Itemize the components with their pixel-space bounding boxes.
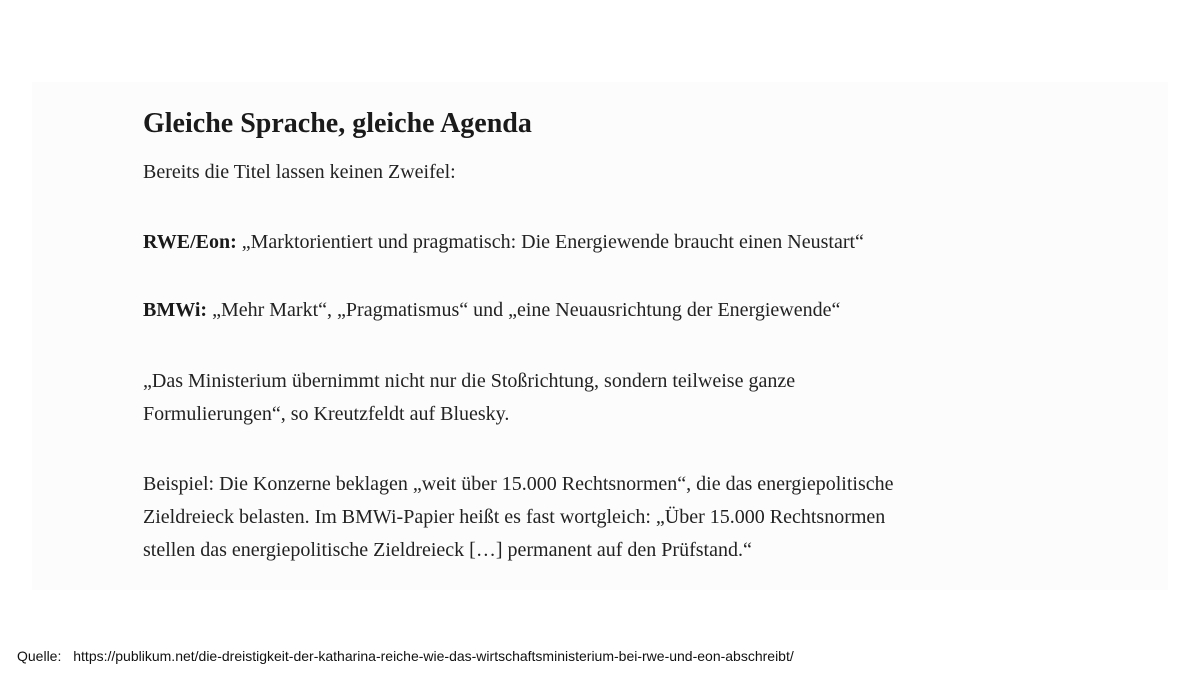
quote-rwe-eon xyxy=(143,226,864,259)
source-citation xyxy=(17,646,794,666)
source-url: https://publikum.net/die-dreistigkeit-der-katharina-reiche-wie-das-wirtschaftsministerium-bei-rwe-und-eon-abschreibt/ xyxy=(73,648,794,664)
paragraph-2-line: Beispiel: Die Konzerne beklagen „weit über 15.000 Rechtsnormen“, die das energiepolitische xyxy=(143,473,894,495)
quote-bmwi xyxy=(143,294,840,327)
quote-label: RWE/Eon: xyxy=(143,231,237,253)
paragraph-2-line: stellen das energiepolitische Zieldreieck […] permanent auf den Prüfstand.“ xyxy=(143,539,752,561)
quote-text: „Marktorientiert und pragmatisch: Die Energiewende braucht einen Neustart“ xyxy=(241,231,864,253)
quote-label: BMWi: xyxy=(143,299,208,321)
article-heading: Gleiche Sprache, gleiche Agenda xyxy=(143,108,532,139)
article-excerpt xyxy=(143,0,1143,675)
paragraph-1-line: Formulierungen“, so Kreutzfeldt auf Bluesky. xyxy=(143,403,510,425)
paragraph-1-line: „Das Ministerium übernimmt nicht nur die Stoßrichtung, sondern teilweise ganze xyxy=(143,370,796,392)
intro-text: Bereits die Titel lassen keinen Zweifel: xyxy=(143,161,456,183)
source-label: Quelle: xyxy=(17,648,62,664)
paragraph-2-line: Zieldreieck belasten. Im BMWi-Papier heißt es fast wortgleich: „Über 15.000 Rechtsnormen xyxy=(143,506,886,528)
quote-text: „Mehr Markt“, „Pragmatismus“ und „eine Neuausrichtung der Energiewende“ xyxy=(212,299,841,321)
